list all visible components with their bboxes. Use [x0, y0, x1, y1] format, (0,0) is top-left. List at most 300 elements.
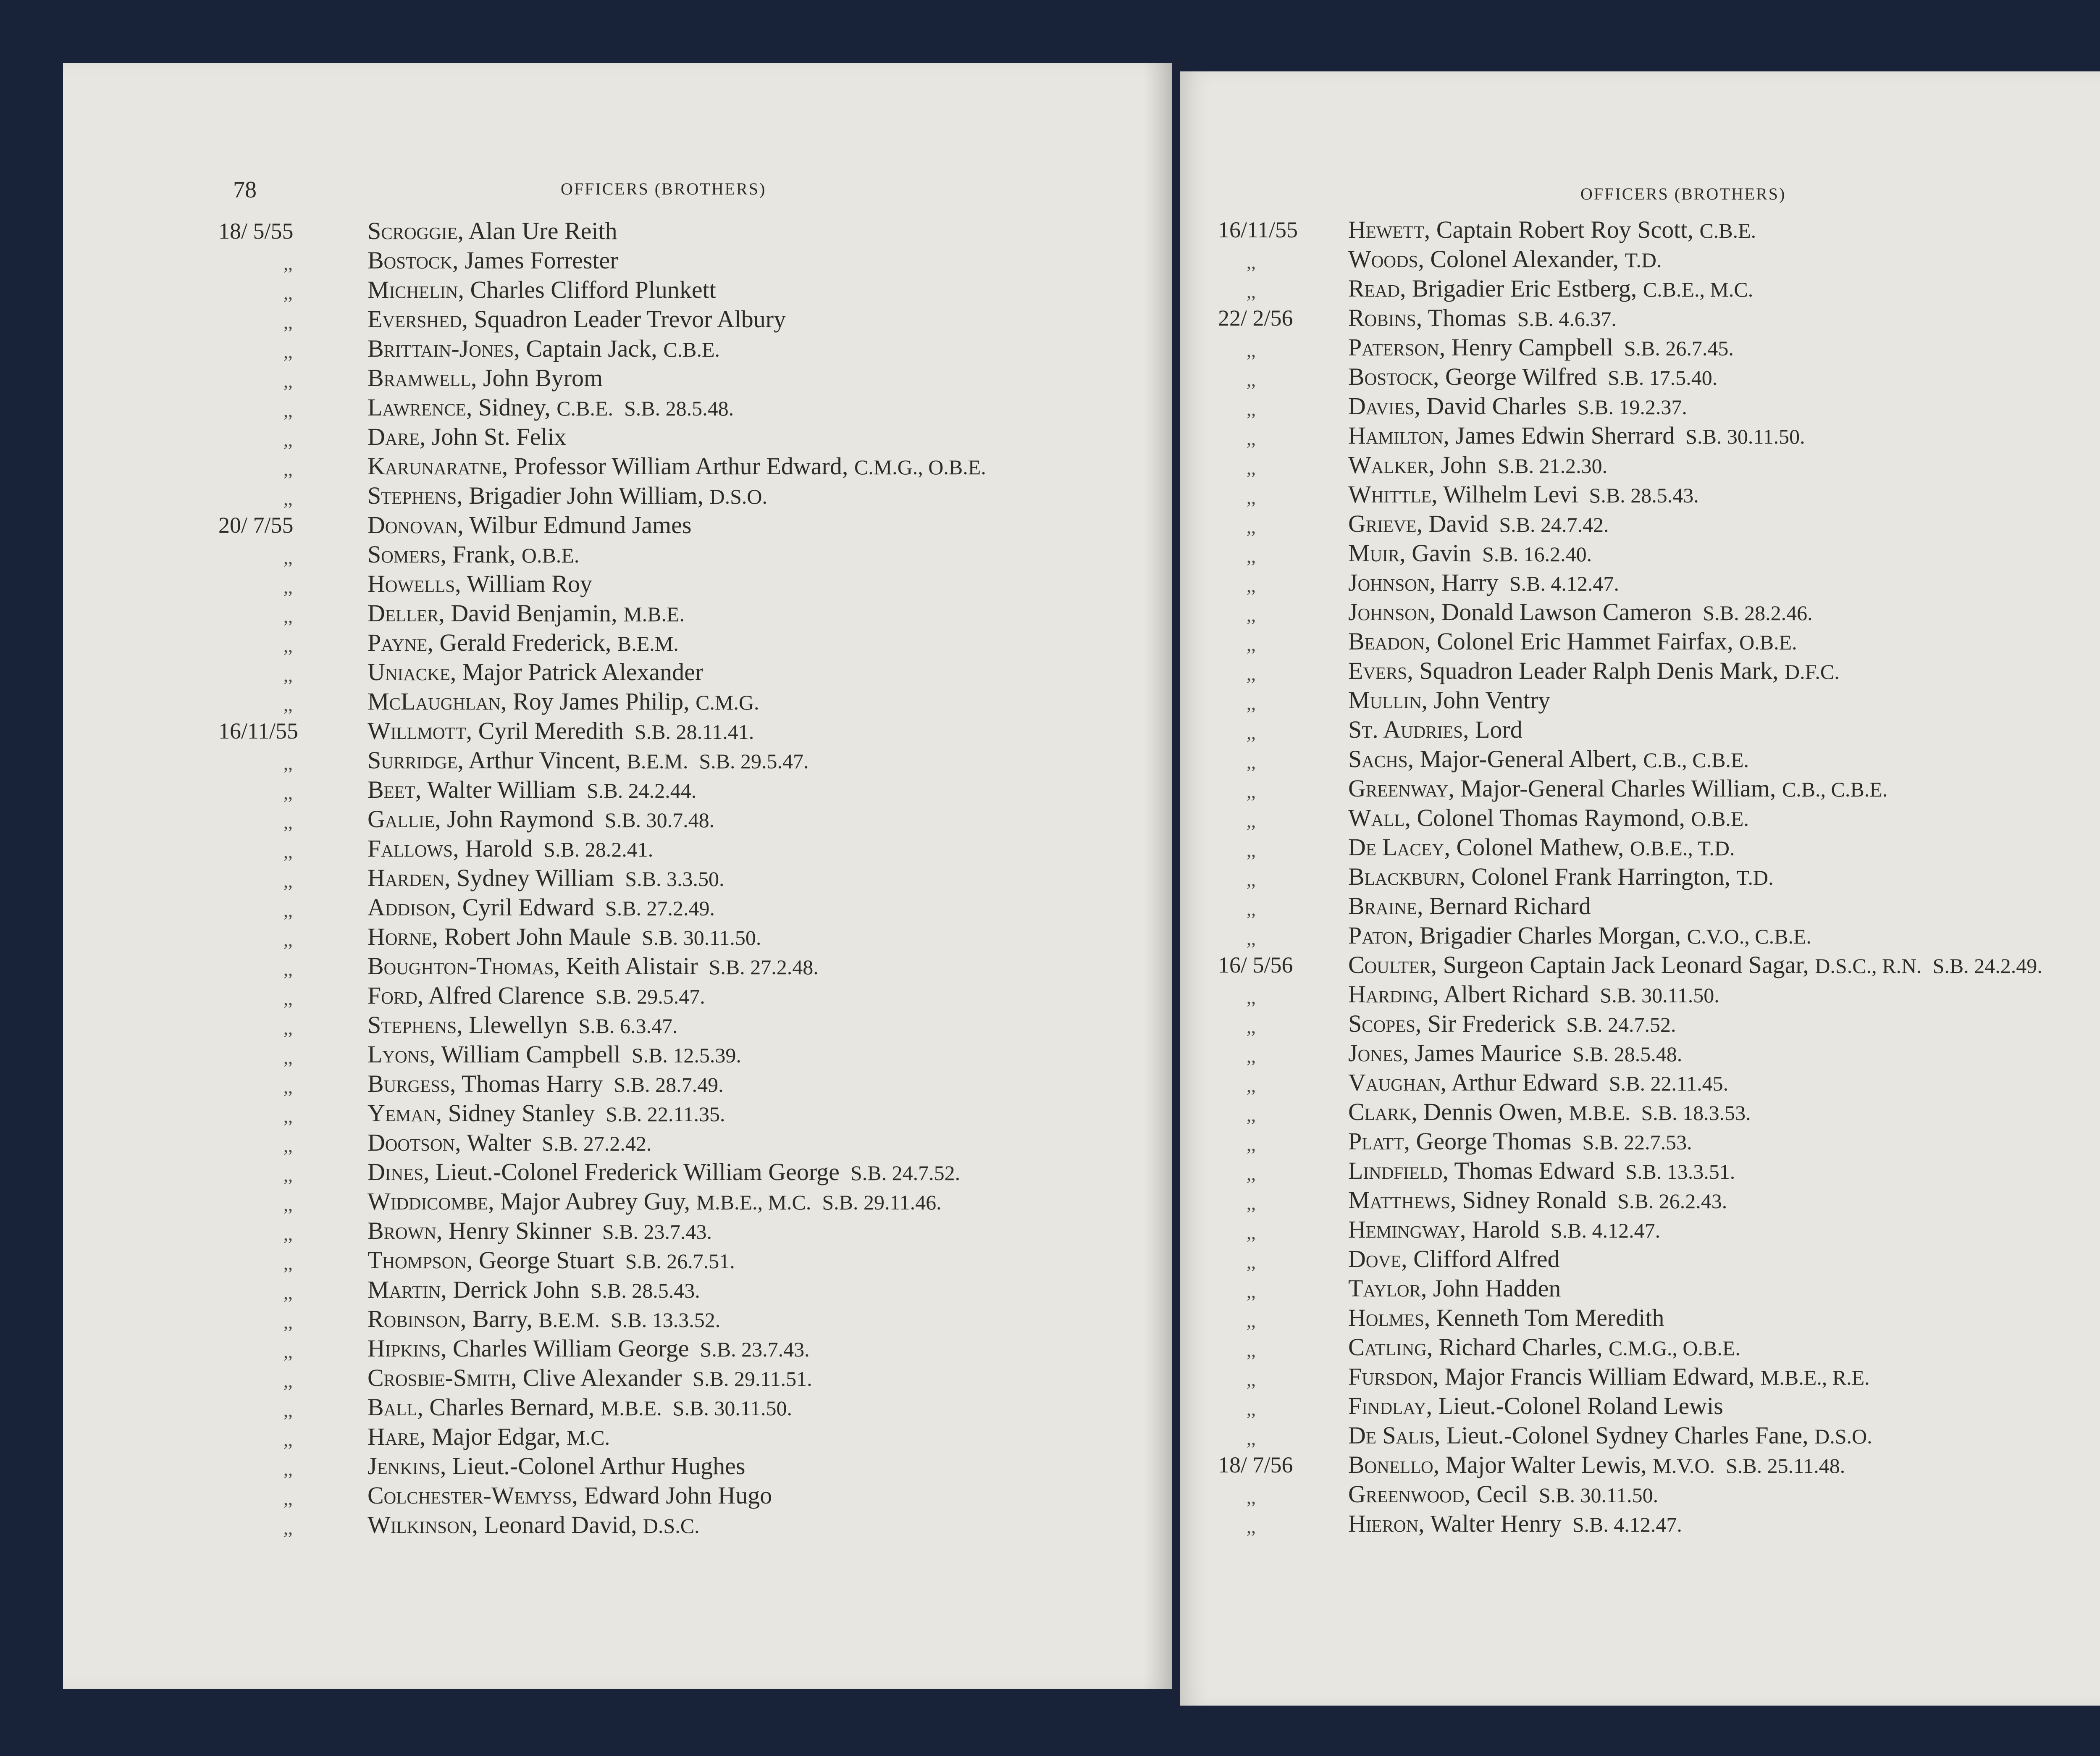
honours: B.E.M. [627, 749, 688, 773]
list-item [218, 540, 1176, 569]
given-names: Clifford Alfred [1407, 1245, 1560, 1272]
sb-date: S.B. 30.11.50. [672, 1396, 793, 1420]
ditto-mark: ,, [1247, 723, 1256, 743]
member-entry [1348, 333, 1734, 363]
list-item [1218, 274, 2100, 303]
given-names: Sidney, [472, 394, 557, 421]
surname: Bramwell, [368, 364, 477, 392]
ditto-mark: ,, [1247, 987, 1256, 1008]
list-item [218, 1128, 1176, 1157]
ditto-mark: ,, [1247, 1105, 1256, 1125]
list-item [218, 452, 1176, 481]
given-names: Henry Skinner [442, 1217, 591, 1244]
surname: Addison, [368, 894, 457, 921]
member-entry [368, 1040, 741, 1070]
list-item [218, 1099, 1176, 1128]
member-entry [1348, 686, 1561, 716]
member-entry [368, 363, 614, 394]
member-entry [1348, 862, 1785, 892]
surname: Walker, [1348, 451, 1435, 478]
list-item [1218, 744, 2100, 774]
list-item [1218, 421, 2100, 450]
ditto-mark: ,, [1247, 928, 1256, 949]
ditto-mark: ,, [1247, 1222, 1256, 1243]
sb-date: S.B. 26.2.43. [1617, 1189, 1727, 1213]
given-names: Robert John Maule [438, 923, 631, 950]
given-names: Charles William George [446, 1335, 689, 1362]
member-entry [368, 1099, 725, 1129]
given-names: Captain Jack, [520, 335, 664, 362]
surname: Horne, [368, 923, 438, 950]
surname: Hieron, [1348, 1510, 1425, 1537]
list-item [218, 893, 1176, 922]
member-entry [368, 687, 770, 717]
ditto-mark: ,, [1247, 1164, 1256, 1184]
list-item [218, 1304, 1176, 1334]
given-names: Richard Charles, [1433, 1333, 1609, 1361]
list-item [1218, 1509, 2100, 1538]
surname: Hamilton, [1348, 422, 1449, 449]
member-entry [368, 510, 702, 541]
surname: Sachs, [1348, 745, 1414, 773]
ditto-mark: ,, [1247, 487, 1256, 508]
sb-date: S.B. 18.3.53. [1641, 1101, 1751, 1125]
list-item [218, 1393, 1176, 1422]
ditto-mark: ,, [284, 988, 293, 1009]
surname: Muir, [1348, 539, 1406, 567]
given-names: Donald Lawson Cameron [1435, 598, 1692, 626]
honours: M.B.E., R.E. [1760, 1366, 1870, 1389]
member-entry [1348, 1244, 1571, 1275]
list-item [218, 687, 1176, 716]
honours: M.B.E. [1569, 1101, 1630, 1125]
sb-date: S.B. 19.2.37. [1577, 395, 1687, 419]
given-names: John Ventry [1428, 686, 1551, 714]
given-names: William Roy [461, 570, 593, 597]
given-names: Major Patrick Alexander [456, 658, 704, 686]
ditto-mark: ,, [1247, 252, 1256, 273]
member-entry [368, 1481, 783, 1511]
given-names: Harold [459, 835, 533, 862]
member-entry [368, 1422, 621, 1452]
list-item [218, 628, 1176, 657]
sb-date: S.B. 4.12.47. [1550, 1219, 1661, 1242]
ditto-mark: ,, [1247, 1017, 1256, 1037]
ditto-mark: ,, [1247, 428, 1256, 449]
given-names: Major Walter Lewis, [1439, 1451, 1653, 1478]
ditto-mark: ,, [1247, 546, 1256, 567]
list-item [1218, 539, 2100, 568]
list-item [1218, 774, 2100, 803]
surname: Willmott, [368, 717, 472, 744]
sb-date: S.B. 22.11.45. [1609, 1072, 1729, 1095]
given-names: Major-General Albert, [1414, 745, 1643, 773]
honours: O.B.E., T.D. [1630, 836, 1735, 860]
surname: Burgess, [368, 1070, 456, 1097]
member-entry [1348, 1127, 1692, 1157]
list-item [1218, 215, 2100, 244]
member-entry [1348, 480, 1699, 510]
sb-date: S.B. 26.7.45. [1624, 336, 1734, 360]
list-item [218, 804, 1176, 834]
sb-date: S.B. 28.7.49. [614, 1073, 724, 1096]
ditto-mark: ,, [1247, 693, 1256, 714]
surname: Greenwood, [1348, 1480, 1470, 1508]
given-names: Sidney Stanley [442, 1099, 595, 1127]
ditto-mark: ,, [1247, 605, 1256, 626]
list-item [218, 863, 1176, 893]
given-names: Lieut.-Colonel Frederick William George [429, 1158, 840, 1186]
ditto-mark: ,, [284, 1194, 293, 1215]
ditto-mark: ,, [284, 636, 293, 656]
surname: Robins, [1348, 304, 1423, 331]
surname: Somers, [368, 541, 447, 568]
list-item [1218, 597, 2100, 627]
surname: Beadon, [1348, 628, 1431, 655]
surname: Gallie, [368, 805, 441, 833]
ditto-mark: ,, [284, 371, 293, 392]
ditto-mark: ,, [284, 900, 293, 921]
given-names: Sydney William [450, 864, 614, 891]
sb-date: S.B. 28.2.46. [1703, 601, 1813, 625]
sb-date: S.B. 25.11.48. [1725, 1454, 1845, 1477]
surname: Woods, [1348, 245, 1424, 273]
surname: Mullin, [1348, 686, 1428, 714]
ditto-mark: ,, [284, 1430, 293, 1450]
ditto-mark: ,, [284, 547, 293, 568]
honours: D.F.C. [1785, 660, 1840, 683]
member-entry [1348, 568, 1619, 598]
member-entry [1348, 1333, 1751, 1363]
list-item [218, 216, 1176, 246]
given-names: Roy James Philip, [507, 688, 696, 715]
surname: Johnson, [1348, 598, 1436, 626]
sb-date: S.B. 29.5.47. [699, 749, 809, 773]
ditto-mark: ,, [284, 459, 293, 480]
given-names: Derrick John [446, 1276, 580, 1303]
ditto-mark: ,, [1247, 1340, 1256, 1361]
surname: Widdicombe, [368, 1188, 494, 1215]
surname: Brown, [368, 1217, 443, 1244]
surname: Bonello, [1348, 1451, 1440, 1478]
member-entry [1348, 1068, 1728, 1098]
member-entry [368, 922, 761, 952]
member-entry [1348, 1156, 1735, 1186]
surname: Payne, [368, 629, 433, 656]
honours: M.V.O. [1653, 1454, 1715, 1477]
honours: O.B.E. [1739, 631, 1797, 654]
surname: Dare, [368, 423, 426, 450]
sb-date: S.B. 23.7.43. [700, 1338, 810, 1361]
ditto-mark: ,, [284, 1283, 293, 1303]
given-names: Squadron Leader Ralph Denis Mark, [1413, 657, 1785, 684]
list-item [1218, 1450, 2100, 1480]
sb-date: S.B. 29.11.46. [822, 1191, 942, 1214]
list-item [1218, 862, 2100, 891]
member-entry [1348, 1009, 1676, 1039]
list-item [1218, 1097, 2100, 1127]
sb-date: S.B. 30.11.50. [1600, 983, 1719, 1007]
given-names: Wilhelm Levi [1437, 481, 1578, 508]
surname: Davies, [1348, 392, 1420, 420]
given-names: David [1423, 510, 1488, 537]
member-entry [1348, 1421, 1883, 1451]
member-entry [368, 569, 603, 599]
surname: Paton, [1348, 922, 1414, 949]
list-item [218, 1275, 1176, 1304]
member-entry [1348, 891, 1602, 922]
surname: Coulter, [1348, 951, 1437, 978]
surname: Grieve, [1348, 510, 1423, 537]
ditto-mark: ,, [1247, 1311, 1256, 1331]
list-item [1218, 1303, 2100, 1333]
surname: Wilkinson, [368, 1511, 478, 1538]
left-member-list [218, 216, 1176, 1540]
list-item [1218, 1186, 2100, 1215]
ditto-mark: ,, [284, 1488, 293, 1509]
list-item [1218, 686, 2100, 715]
member-entry [368, 481, 778, 511]
member-entry [368, 1216, 712, 1246]
member-entry [368, 893, 715, 923]
member-entry [368, 1363, 812, 1393]
ditto-mark: ,, [1247, 1046, 1256, 1067]
given-names: Sidney Ronald [1456, 1186, 1607, 1214]
given-names: Lieut.-Colonel Arthur Hughes [446, 1452, 746, 1480]
list-item [218, 1334, 1176, 1363]
list-item [1218, 1274, 2100, 1303]
sb-date: S.B. 21.2.30. [1497, 454, 1608, 478]
ditto-mark: ,, [284, 1077, 293, 1097]
list-item [1218, 715, 2100, 744]
honours: M.C. [567, 1426, 610, 1449]
given-names: Harry [1435, 569, 1499, 596]
list-item [218, 1069, 1176, 1099]
member-entry [368, 1246, 735, 1276]
ditto-mark: ,, [1247, 634, 1256, 655]
list-item [218, 1157, 1176, 1187]
ditto-mark: ,, [284, 1400, 293, 1421]
list-item [1218, 803, 2100, 833]
member-entry [368, 1510, 711, 1540]
member-entry [1348, 656, 1851, 686]
member-entry [368, 216, 628, 247]
given-names: Colonel Thomas Raymond, [1410, 804, 1691, 831]
member-entry [1348, 1274, 1572, 1304]
given-names: Colonel Alexander, [1424, 245, 1625, 273]
running-head: OFFICERS (BROTHERS) [1580, 184, 1786, 203]
surname: Evershed, [368, 305, 468, 333]
list-item [1218, 1421, 2100, 1450]
sb-date: S.B. 28.5.48. [1572, 1042, 1683, 1066]
sb-date: S.B. 28.5.43. [1589, 484, 1699, 507]
honours: T.D. [1625, 248, 1662, 272]
honours: C.B.E. [1699, 219, 1756, 242]
list-item [218, 1010, 1176, 1040]
member-entry [368, 952, 819, 982]
member-entry [1348, 509, 1609, 539]
given-names: John [1434, 451, 1487, 478]
given-names: Captain Robert Roy Scott, [1430, 216, 1700, 243]
list-item [218, 1216, 1176, 1246]
member-entry [368, 657, 714, 688]
list-item [1218, 1215, 2100, 1244]
list-item [218, 981, 1176, 1010]
list-item [218, 746, 1176, 775]
member-entry [368, 1275, 700, 1305]
list-item [218, 716, 1176, 746]
given-names: James Forrester [458, 247, 618, 274]
surname: Harding, [1348, 981, 1439, 1008]
surname: Fursdon, [1348, 1363, 1439, 1390]
list-item [218, 246, 1176, 275]
list-item [1218, 1156, 2100, 1186]
sb-date: S.B. 17.5.40. [1608, 366, 1718, 389]
ditto-mark: ,, [284, 400, 293, 421]
given-names: Lieut.-Colonel Roland Lewis [1432, 1392, 1723, 1420]
list-item [218, 922, 1176, 952]
honours: C.B.E., M.C. [1643, 278, 1754, 301]
list-item [1218, 303, 2100, 333]
given-names: William Campbell [435, 1041, 621, 1068]
ditto-mark: ,, [284, 783, 293, 803]
member-entry [1348, 392, 1687, 422]
ditto-mark: ,, [284, 312, 293, 333]
member-entry [368, 628, 690, 658]
surname: Scopes, [1348, 1010, 1422, 1037]
surname: Beet, [368, 776, 422, 803]
list-item [1218, 1244, 2100, 1274]
honours: M.B.E. [623, 602, 685, 626]
given-names: Keith Alistair [559, 952, 698, 980]
honours: C.B., C.B.E. [1782, 778, 1888, 801]
given-names: Albert Richard [1438, 981, 1589, 1008]
surname: Surridge, [368, 747, 464, 774]
given-names: Squadron Leader Trevor Albury [468, 305, 786, 333]
honours: M.B.E., M.C. [696, 1191, 811, 1214]
given-names: Colonel Frank Harrington, [1465, 863, 1737, 890]
sb-date: S.B. 4.12.47. [1572, 1513, 1682, 1536]
surname: Hemingway, [1348, 1216, 1466, 1243]
member-entry [1348, 215, 1767, 245]
member-entry [368, 1334, 810, 1364]
surname: Taylor, [1348, 1275, 1427, 1302]
surname: Dove, [1348, 1245, 1407, 1272]
sb-date: S.B. 13.3.52. [611, 1308, 721, 1332]
admission-date: 16/11/55 [218, 718, 299, 744]
member-entry [368, 1069, 724, 1099]
ditto-mark: ,, [284, 1312, 293, 1333]
honours: D.S.O. [709, 485, 768, 508]
surname: Paterson, [1348, 334, 1446, 361]
ditto-mark: ,, [284, 841, 293, 862]
surname: Colchester-Wemyss, [368, 1482, 578, 1509]
given-names: Thomas Edward [1448, 1157, 1615, 1184]
ditto-mark: ,, [1247, 752, 1256, 773]
given-names: Cyril Edward [456, 894, 594, 921]
list-item [1218, 1333, 2100, 1362]
given-names: Charles Bernard, [423, 1393, 601, 1421]
surname: Lawrence, [368, 394, 472, 421]
list-item [1218, 509, 2100, 539]
member-entry [368, 599, 696, 629]
surname: Jenkins, [368, 1452, 446, 1480]
list-item [218, 481, 1176, 510]
surname: Wall, [1348, 804, 1411, 831]
sb-date: S.B. 27.2.42. [542, 1132, 652, 1155]
given-names: Colonel Eric Hammet Fairfax, [1431, 628, 1740, 655]
surname: Findlay, [1348, 1392, 1433, 1420]
given-names: Lieut.-Colonel Sydney Charles Fane, [1440, 1422, 1815, 1449]
surname: Boughton-Thomas, [368, 952, 560, 980]
admission-date: 22/ 2/56 [1218, 305, 1293, 331]
ditto-mark: ,, [1247, 576, 1256, 596]
member-entry [1348, 1362, 1881, 1392]
surname: Martin, [368, 1276, 447, 1303]
given-names: Bernard Richard [1423, 892, 1591, 920]
member-entry [368, 1393, 792, 1423]
ditto-mark: ,, [284, 489, 293, 509]
surname: Whittle, [1348, 481, 1438, 508]
ditto-mark: ,, [1247, 1487, 1256, 1508]
honours: M.B.E. [600, 1396, 662, 1420]
ditto-mark: ,, [1247, 517, 1256, 537]
given-names: John Raymond [441, 805, 594, 833]
honours: C.M.G. [696, 691, 759, 714]
given-names: Thomas Harry [456, 1070, 603, 1097]
list-item [218, 1246, 1176, 1275]
ditto-mark: ,, [1247, 1193, 1256, 1214]
list-item [218, 422, 1176, 452]
sb-date: S.B. 30.11.50. [642, 926, 761, 949]
given-names: Harold [1466, 1216, 1540, 1243]
given-names: John Hadden [1427, 1275, 1561, 1302]
member-entry [1348, 244, 1673, 275]
sb-date: S.B. 28.2.41. [543, 838, 654, 861]
surname: De Lacey, [1348, 833, 1450, 861]
admission-date: 16/ 5/56 [1218, 952, 1293, 978]
given-names: Gavin [1405, 539, 1471, 567]
surname: Braine, [1348, 892, 1423, 920]
surname: Johnson, [1348, 569, 1436, 596]
sb-date: S.B. 24.2.49. [1932, 954, 2042, 978]
ditto-mark: ,, [1247, 1517, 1256, 1537]
surname: Robinson, [368, 1305, 467, 1333]
ditto-mark: ,, [1247, 458, 1256, 478]
given-names: Alfred Clarence [423, 982, 585, 1009]
sb-date: S.B. 24.7.52. [850, 1161, 961, 1185]
member-entry [368, 422, 578, 452]
member-entry [1348, 921, 1822, 951]
given-names: Clive Alexander [517, 1364, 682, 1391]
member-entry [368, 775, 696, 805]
given-names: Walter [461, 1129, 531, 1156]
ditto-mark: ,, [284, 283, 293, 303]
ditto-mark: ,, [1247, 1134, 1256, 1155]
list-item [1218, 362, 2100, 392]
ditto-mark: ,, [284, 959, 293, 980]
list-item [218, 1187, 1176, 1216]
list-item [1218, 656, 2100, 686]
ditto-mark: ,, [284, 1136, 293, 1156]
member-entry [368, 981, 705, 1011]
surname: De Salis, [1348, 1422, 1441, 1449]
sb-date: S.B. 24.7.42. [1499, 513, 1609, 536]
surname: Uniacke, [368, 658, 457, 686]
member-entry [368, 863, 724, 894]
given-names: Brigadier Charles Morgan, [1413, 922, 1687, 949]
given-names: Cyril Meredith [472, 717, 624, 744]
